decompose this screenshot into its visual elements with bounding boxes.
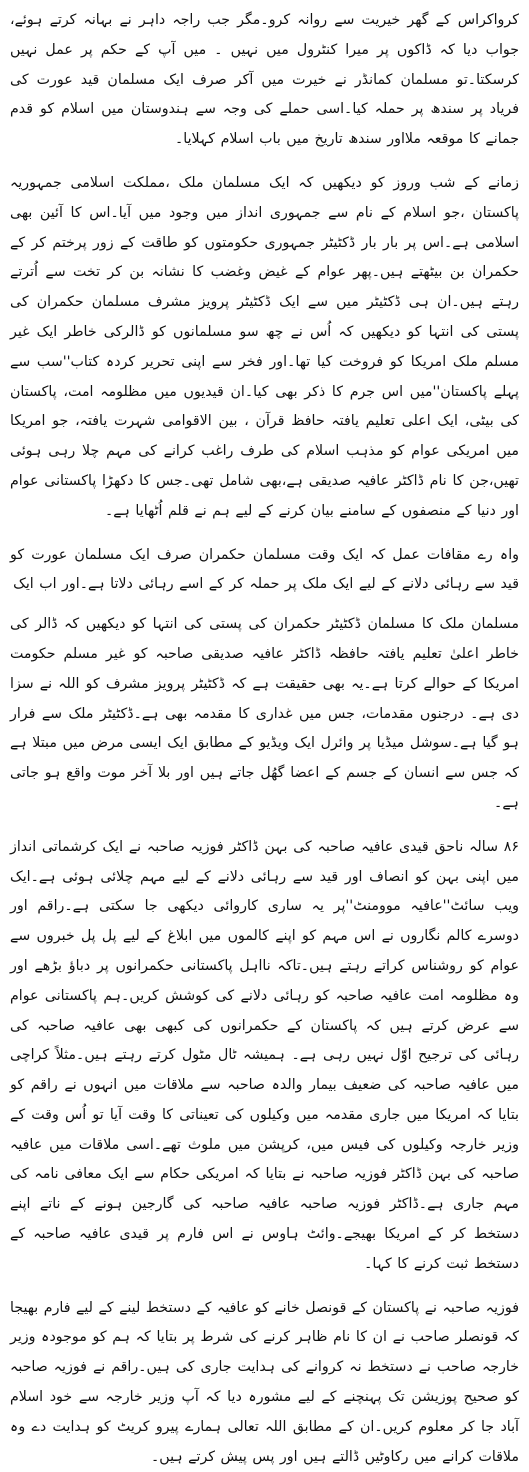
article-paragraph-6: فوزیہ صاحبہ نے پاکستان کے قونصل خانے کو عافیہ کے دستخط لینے کے لیے فارم بھیجا کہ قونصلر صاحب نے ان کا نام ظاہر کرنے کی شرط پر بتایا کہ ہم کو موجودہ وزیر خارجہ صاحب نے دستخط نہ کروانے کی ہدایت جاری کی ہیں۔راقم نے فوزیہ صاحبہ کو صحیح پوزیشن تک پہنچنے کے لیے مشورہ دیا کہ آپ وزیر خارجہ سے خود اسلام آباد جا کر معلوم کریں۔ان کے مطابق اللہ تعالی ہمارے پیرو کریٹ کو ہدایت دے وہ ملاقات کرانے میں رکاوٹیں ڈالتے ہیں اور پس پیش کرتے ہیں۔: [10, 1299, 519, 1465]
article-paragraph-3: واہ رے مقافات عمل کہ ایک وقت مسلمان حکمران صرف ایک مسلمان عورت کو قید سے رہائی دلانے کے لیے ایک ملک پر حملہ کر کے اسے رہائی دلاتا ہے۔اور اب ایک: [10, 546, 519, 593]
article-paragraph-4: مسلمان ملک کا مسلمان ڈکٹیٹر حکمران کی پستی کی انتہا کو دیکھیں کہ ڈالر کی خاطر اعلیٰ تعلیم یافتہ حافظہ ڈاکٹر عافیہ صدیقی صاحبہ کو غیر مسلم حکومت امریکا کے حوالے کرتا ہے۔یہ بھی حقیقت ہے کہ ڈکٹیٹر پرویز مشرف کو اللہ نے سزا دی ہے۔ درجنوں مقدمات، جس میں غداری کا مقدمہ بھی ہے۔ڈکٹیٹر ملک سے فرار ہو گیا ہے۔سوشل میڈیا پر وائرل ایک ویڈیو کے مطابق ایک ایسی مرض میں مبتلا ہے کہ جس سے انسان کے جسم کے اعضا گھُل جاتے ہیں اور بلا آخر موت واقع ہو جاتی ہے۔: [10, 616, 519, 811]
article-paragraph-2: زمانے کے شب وروز کو دیکھیں کہ ایک مسلمان ملک ،مملکت اسلامی جمہوریہ پاکستان ،جو اسلام کے نام سے جمہوری انداز میں وجود میں آیا۔اس کا آئین بھی اسلامی ہے۔اس پر بار بار ڈکٹیٹر جمہوری حکومتوں کو طاقت کے زور پرختم کر کے حکمران بن بیٹھتے ہیں۔پھر عوام کے غیض وغضب کا نشانہ بن کر تخت سے اُترتے رہتے ہیں۔ان ہی ڈکٹیٹر میں سے ایک ڈکٹیٹر پرویز مشرف مسلمان حکمران کی پستی کی انتہا کو دیکھیں کہ اُس نے چھ سو مسلمانوں کو ڈالرکی خاطر ایک غیر مسلم ملک امریکا کو فروخت کیا تھا۔اور فخر سے اپنی تحریر کردہ کتاب''سب سے پہلے پاکستان''میں اس جرم کا ذکر بھی کیا۔ان قیدیوں میں مظلومہ امت، پاکستان کی بیٹی، ایک اعلی تعلیم یافتہ حافظ قرآن ، بین الاقوامی شہرت یافتہ، جو امریکا میں امریکی عوام کو مذہب اسلام کی طرف راغب کرانے کی مہم چلا رہی ہوئی تھیں،جن کا نام ڈاکٹر عافیہ صدیقی ہے،بھی شامل تھی۔جس کا دکھڑا پاکستانی عوام اور دنیا کے منصفوں کے سامنے بیان کرنے کے لیے ہم نے قلم اُٹھایا ہے۔: [10, 174, 519, 519]
article-paragraph-1: کرواکراس کے گھر خیریت سے روانہ کرو۔مگر جب راجہ داہر نے بہانہ کرتے ہوئے، جواب دیا کہ ڈاکوں پر میرا کنٹرول میں نہیں ۔ میں آپ کے حکم پر عمل نہیں کرسکتا۔تو مسلمان کمانڈر نے خیرت میں آکر صرف ایک مسلمان قید عورت کی فریاد پر سندھ پر حملہ کیا۔اسی حملے کی وجہ سے ہندوستان میں اسلام کو قدم جمانے کا موقعہ ملااور سندھ تاریخ میں باب اسلام کہلایا۔: [10, 12, 519, 148]
article-paragraph-5: ۸۶ سالہ ناحق قیدی عافیہ صاحبہ کی بہن ڈاکٹر فوزیہ صاحبہ نے ایک کرشماتی انداز میں اپنی بہن کو انصاف اور قید سے رہائی دلانے کے لیے مہم چلائی ہوئی ہے۔ایک ویب سائٹ''عافیہ موومنٹ''پر یہ ساری کاروائی دیکھی جا سکتی ہے۔راقم اور دوسرے کالم نگاروں نے اس مہم کو اپنے کالموں میں ابلاغ کے لیے پل پل خبروں سے عوام کو روشناس کراتے رہتے ہیں۔تاکہ نااہل پاکستانی حکمرانوں پر دباؤ بڑھے اور وہ مظلومہ امت عافیہ صاحبہ کو رہائی دلانے کی کوشش کریں۔ہم پاکستانی عوام سے عرض کرتے ہیں کہ پاکستان کے حکمرانوں کی کبھی بھی عافیہ صاحبہ کی رہائی کی ترجیح اوّل نہیں رہی ہے۔ ہمیشہ ٹال مٹول کرتے رہتے ہیں۔مثلاً کراچی میں عافیہ صاحبہ کی ضعیف بیمار والدہ صاحبہ سے ملاقات میں انہوں نے راقم کو بتایا کہ امریکا میں جاری مقدمہ میں وکیلوں کی تعیناتی کا وقت آیا تو اُس وقت کے وزیر خارجہ وکیلوں کی فیس میں، کرپشن میں ملوث تھے۔اسی ملاقات میں عافیہ صاحبہ کی بہن ڈاکٹر فوزیہ صاحبہ نے بتایا کہ امریکی حکام سے ایک معافی نامہ کی مہم جاری ہے۔ڈاکٹر فوزیہ صاحبہ عافیہ صاحبہ کی گارجین ہونے کے ناتے اپنے دستخط کر کے امریکا بھیجے۔وائٹ ہاوس نے اس فارم پر قیدی عافیہ صاحبہ کے دستخط ثبت کرنے کا کہا۔: [10, 838, 519, 1272]
